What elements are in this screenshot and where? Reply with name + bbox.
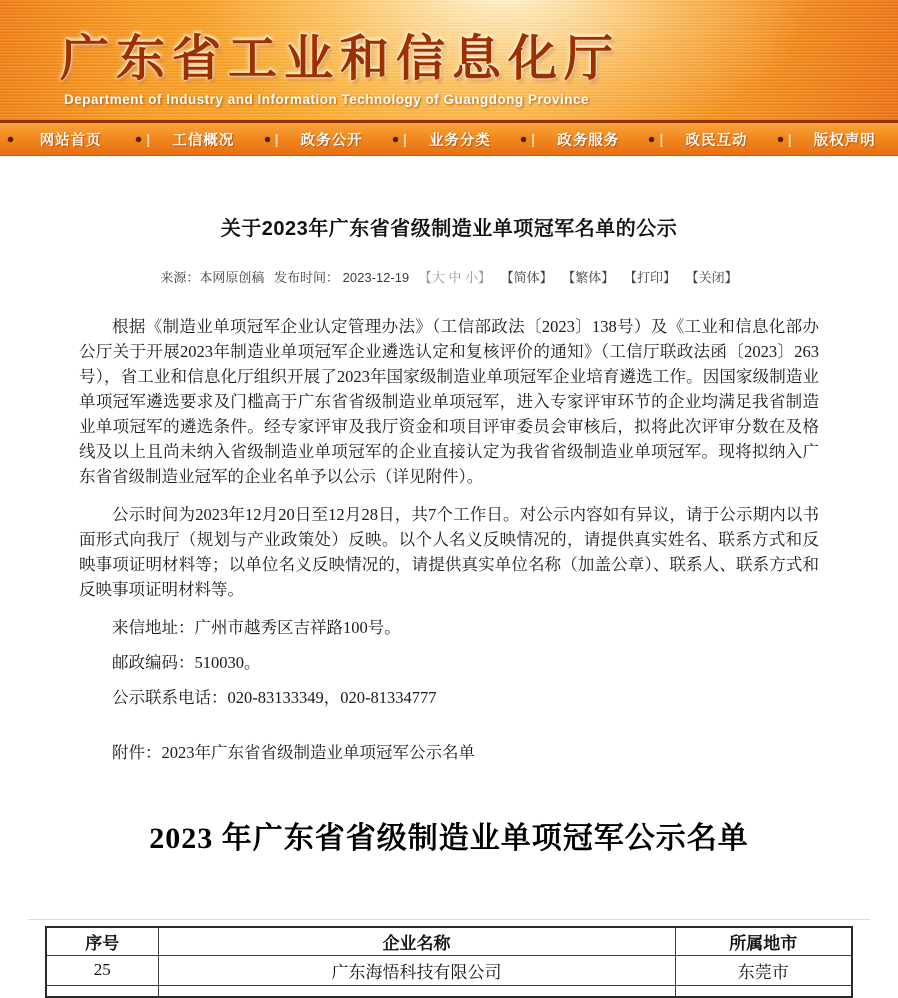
cell-serial: 25 [46, 955, 158, 985]
site-banner [0, 0, 898, 120]
cell-empty [675, 985, 852, 997]
nav-item-copyright[interactable]: 版权声明 [813, 132, 876, 149]
nav-separator [265, 131, 279, 147]
nav-cell-business-categories [385, 123, 513, 155]
col-header-city: 所属地市 [675, 927, 852, 955]
table-row-partial [46, 985, 852, 997]
article-source: 来源：本网原创稿 [160, 270, 265, 285]
article [0, 156, 898, 998]
cell-company: 广东海悟科技有限公司 [158, 955, 675, 985]
nav-cell-home [0, 123, 128, 155]
nav-separator [8, 137, 13, 142]
nav-separator [521, 131, 535, 147]
nav-dot-icon [778, 137, 783, 142]
table-top-divider [28, 919, 870, 920]
nav-separator [778, 131, 792, 147]
nav-item-public-disclosure[interactable]: 政务公开 [300, 132, 363, 149]
announcement-table-zone [0, 919, 898, 998]
article-body [79, 314, 819, 765]
address-line: 来信地址：广州市越秀区吉祥路100号。 [112, 618, 401, 637]
table-row [46, 955, 852, 985]
announcement-heading: 2023 年广东省省级制造业单项冠军公示名单 [149, 822, 749, 855]
nav-cell-gov-services [513, 123, 641, 155]
traditional-button[interactable]: 【繁体】 [562, 270, 615, 285]
nav-cell-overview [128, 123, 256, 155]
main-nav [0, 120, 898, 156]
nav-divider-bar: | [659, 131, 664, 147]
postcode-line: 邮政编码：510030。 [112, 653, 261, 672]
nav-dot-icon [393, 137, 398, 142]
nav-item-interaction[interactable]: 政民互动 [685, 132, 748, 149]
nav-cell-copyright [770, 123, 898, 155]
nav-item-business-categories[interactable]: 业务分类 [428, 132, 491, 149]
print-button[interactable]: 【打印】 [623, 270, 676, 285]
nav-dot-icon [8, 137, 13, 142]
site-subtitle-en: Department of Industry and Information Technology of Guangdong Province [64, 92, 590, 107]
phone-line: 公示联系电话：020-83133349，020-81334777 [112, 688, 437, 707]
nav-dot-icon [136, 137, 141, 142]
table-header-row [46, 927, 852, 955]
cell-empty [158, 985, 675, 997]
nav-divider-bar: | [274, 131, 279, 147]
paragraph: 根据《制造业单项冠军企业认定管理办法》（工信部政法〔2023〕138号）及《工业和信息化部办公厅关于开展2023年制造业单项冠军企业遴选认定和复核评价的通知》（工信厅联政法函〔2023〕263号），省工业和信息化厅组织开展了2023年国家级制造业单项冠军企业培育遴选工作。因国家级制造业单项冠军遴选要求及门槛高于广东省省级制造业单项冠军，进入专家评审环节的企业均满足我省制造业单项冠军的遴选条件。经专家评审及我厅资金和项目评审委员会审核后，拟将此次评审分数在及格线及以上且尚未纳入省级制造业单项冠军的企业直接认定为我省省级制造业单项冠军。现将拟纳入广东省省级制造业冠军的企业名单予以公示（详见附件）。 [79, 317, 819, 486]
site-title: 广东省工业和信息化厅 [60, 32, 621, 86]
nav-separator [649, 131, 663, 147]
nav-separator [136, 131, 150, 147]
publish-time: 发布时间： 2023-12-19 [274, 270, 410, 285]
nav-divider-bar: | [531, 131, 536, 147]
announcement-table [45, 926, 853, 998]
nav-item-gov-services[interactable]: 政务服务 [557, 132, 620, 149]
nav-item-overview[interactable]: 工信概况 [172, 132, 235, 149]
nav-divider-bar: | [787, 131, 792, 147]
font-size-control[interactable]: 【大 中 小】 [418, 270, 492, 285]
nav-item-home[interactable]: 网站首页 [39, 132, 102, 149]
nav-dot-icon [649, 137, 654, 142]
cell-empty [46, 985, 158, 997]
nav-divider-bar: | [146, 131, 151, 147]
cell-city: 东莞市 [675, 955, 852, 985]
col-header-company: 企业名称 [158, 927, 675, 955]
simplified-button[interactable]: 【简体】 [500, 270, 553, 285]
paragraph: 公示时间为2023年12月20日至12月28日，共7个工作日。对公示内容如有异议，请于公示期内以书面形式向我厅（规划与产业政策处）反映。以个人名义反映情况的，请提供真实姓名、联系方式和反映事项证明材料等；以单位名义反映情况的，请提供真实单位名称（加盖公章）、联系人、联系方式和反映事项证明材料等。 [79, 505, 819, 599]
col-header-serial: 序号 [46, 927, 158, 955]
attachment-link[interactable]: 附件：2023年广东省省级制造业单项冠军公示名单 [112, 743, 475, 762]
close-button[interactable]: 【关闭】 [685, 270, 738, 285]
nav-separator [393, 131, 407, 147]
nav-cell-interaction [641, 123, 769, 155]
nav-dot-icon [521, 137, 526, 142]
article-title: 关于2023年广东省省级制造业单项冠军名单的公示 [220, 218, 678, 240]
nav-divider-bar: | [402, 131, 407, 147]
nav-dot-icon [265, 137, 270, 142]
nav-cell-public-disclosure [257, 123, 385, 155]
article-meta [0, 267, 898, 286]
